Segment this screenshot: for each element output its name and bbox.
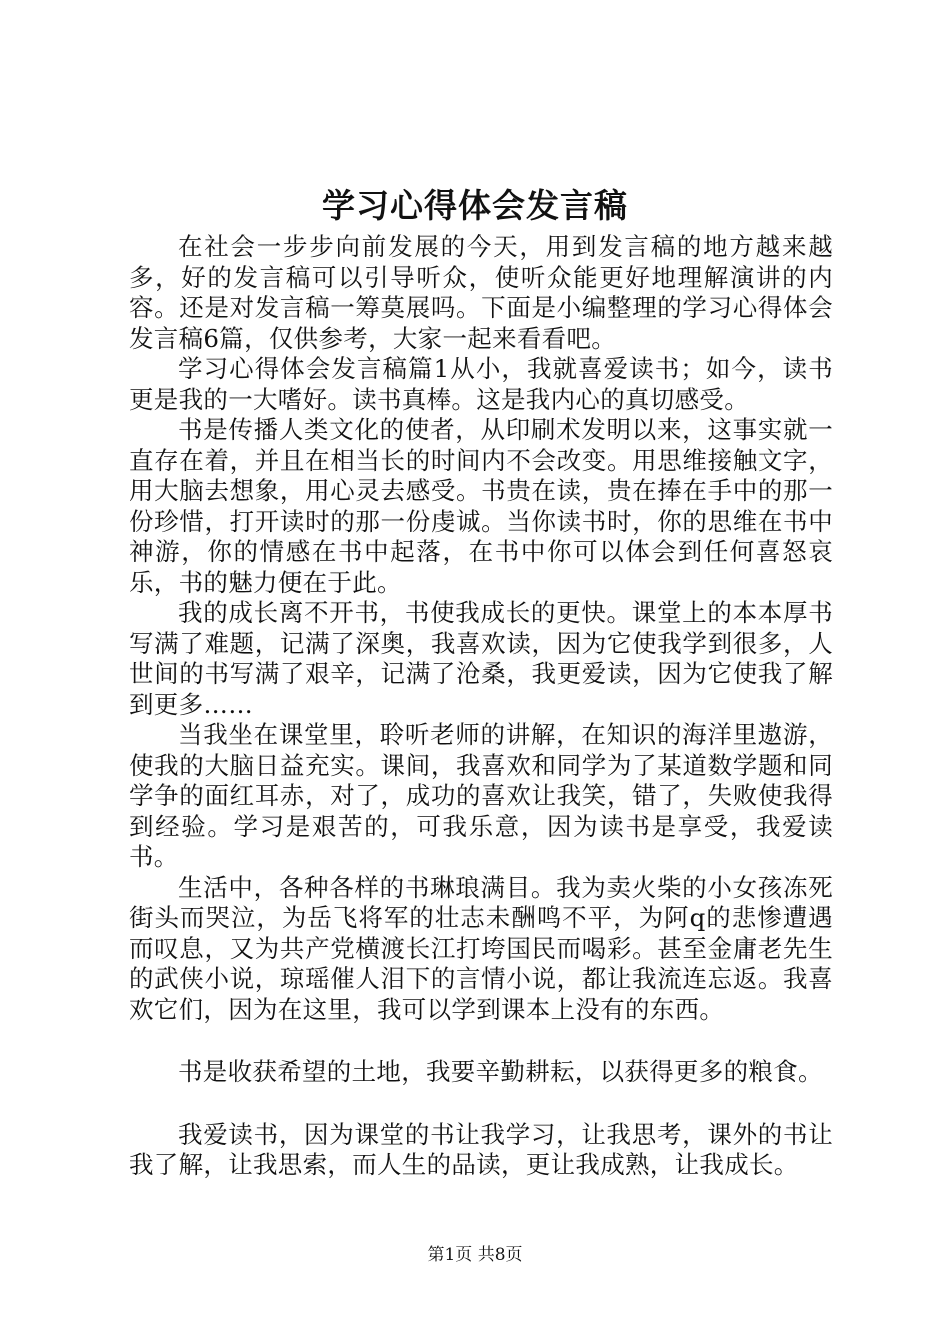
paragraph-3: 我的成长离不开书，书使我成长的更快。课堂上的本本厚书写满了难题，记满了深奥，我喜欢读，因为它使我学到很多，人世间的书写满了艰辛，记满了沧桑，我更爱读，因为它使我了解到更多……	[129, 598, 833, 719]
paragraph-intro: 在社会一步步向前发展的今天，用到发言稿的地方越来越多，好的发言稿可以引导听众，使听众能更好地理解演讲的内容。还是对发言稿一筹莫展吗。下面是小编整理的学习心得体会发言稿6篇，仅供参考，大家一起来看看吧。	[129, 232, 833, 353]
paragraph-2: 书是传播人类文化的使者，从印刷术发明以来，这事实就一直存在着，并且在相当长的时间内不会改变。用思维接触文字，用大脑去想象，用心灵去感受。书贵在读，贵在捧在手中的那一份珍惜，打开读时的那一份虔诚。当你读书时，你的思维在书中神游，你的情感在书中起落，在书中你可以体会到任何喜怒哀乐，书的魅力便在于此。	[129, 415, 833, 597]
paragraph-5: 生活中，各种各样的书琳琅满目。我为卖火柴的小女孩冻死街头而哭泣，为岳飞将军的壮志未酬鸣不平，为阿q的悲惨遭遇而叹息，又为共产党横渡长江打垮国民而喝彩。甚至金庸老先生的武侠小说，琼瑶催人泪下的言情小说，都让我流连忘返。我喜欢它们，因为在这里，我可以学到课本上没有的东西。	[129, 872, 833, 1024]
paragraph-1: 学习心得体会发言稿篇1从小，我就喜爱读书；如今，读书更是我的一大嗜好。读书真棒。这是我内心的真切感受。	[129, 354, 833, 414]
document-body	[129, 232, 833, 1181]
page-footer: 第1页 共8页	[427, 1245, 523, 1265]
paragraph-6: 书是收获希望的土地，我要辛勤耕耘，以获得更多的粮食。	[178, 1057, 823, 1086]
document-title: 学习心得体会发言稿	[322, 186, 628, 225]
paragraph-4: 当我坐在课堂里，聆听老师的讲解，在知识的海洋里遨游，使我的大脑日益充实。课间，我喜欢和同学为了某道数学题和同学争的面红耳赤，对了，成功的喜欢让我笑，错了，失败使我得到经验。学习是艰苦的，可我乐意，因为读书是享受，我爱读书。	[129, 720, 833, 871]
paragraph-7: 我爱读书，因为课堂的书让我学习，让我思考，课外的书让我了解，让我思索，而人生的品读，更让我成熟，让我成长。	[129, 1119, 833, 1179]
